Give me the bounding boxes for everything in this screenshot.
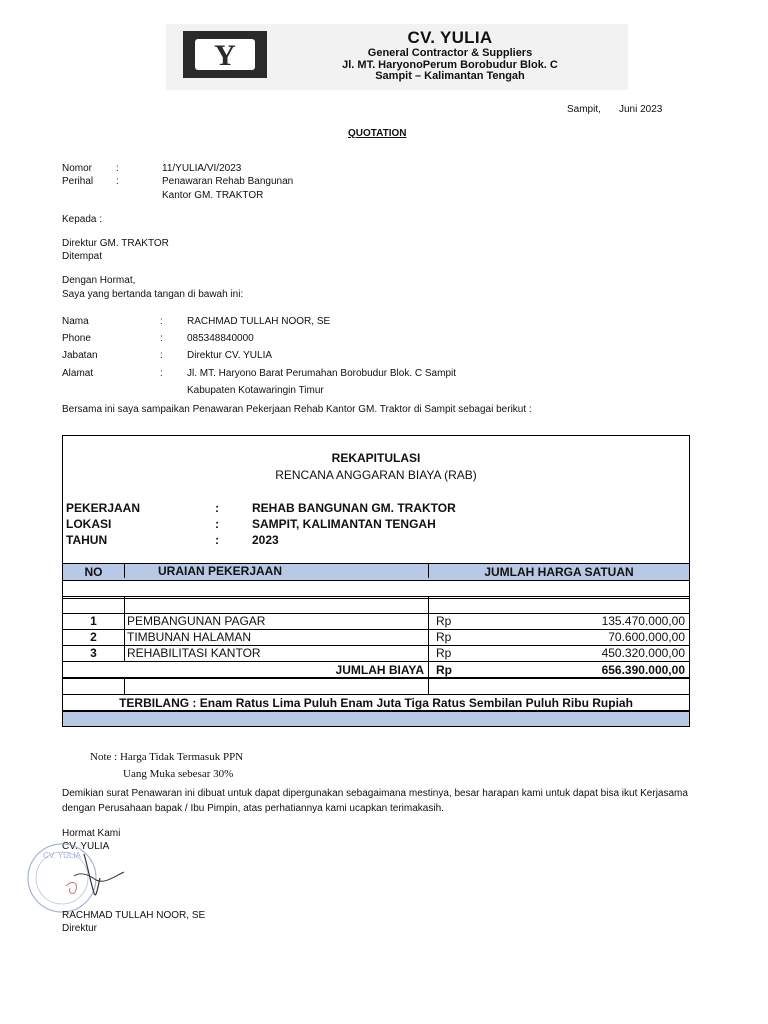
alamat-label: Alamat xyxy=(62,368,94,379)
perihal-value: Penawaran Rehab Bangunan xyxy=(162,176,294,187)
alamat-value-line2: Kabupaten Kotawaringin Timur xyxy=(187,385,324,396)
company-logo xyxy=(183,31,267,78)
note-ppn: Note : Harga Tidak Termasuk PPN xyxy=(90,751,244,763)
company-tagline: General Contractor & Suppliers xyxy=(367,47,533,59)
table-rule xyxy=(63,694,689,695)
table-divider xyxy=(124,597,125,661)
nomor-label: Nomor xyxy=(62,163,93,174)
pekerjaan-colon: : xyxy=(215,501,219,515)
closing-line1: Demikian surat Penawaran ini dibuat untuk dapat dipergunakan sebagaimana mestinya, besar harapan kami untuk dapat bisa ikut Kerjasama xyxy=(62,788,688,799)
row-uraian: REHABILITASI KANTOR xyxy=(127,646,261,660)
tahun-value: 2023 xyxy=(252,533,279,547)
table-rule xyxy=(63,661,689,662)
svg-text:CV. YULIA: CV. YULIA xyxy=(43,851,81,860)
jabatan-label: Jabatan xyxy=(62,350,98,361)
nama-colon: : xyxy=(160,316,163,327)
perihal-value-line2: Kantor GM. TRAKTOR xyxy=(162,190,264,201)
header-jumlah: JUMLAH HARGA SATUAN xyxy=(484,565,634,579)
nomor-colon: : xyxy=(116,163,119,174)
header-no: NO xyxy=(84,565,103,579)
letter-date: Juni 2023 xyxy=(619,104,663,115)
table-rule xyxy=(63,677,689,679)
company-address: Jl. MT. HaryonoPerum Borobudur Blok. C xyxy=(342,59,558,71)
table-rule xyxy=(63,596,689,597)
row-amount: 70.600.000,00 xyxy=(608,630,685,644)
total-currency: Rp xyxy=(436,663,452,677)
alamat-colon: : xyxy=(160,368,163,379)
jabatan-value: Direktur CV. YULIA xyxy=(187,350,273,361)
table-divider xyxy=(124,677,125,694)
logo-letter: Y xyxy=(214,39,236,72)
signer-name: RACHMAD TULLAH NOOR, SE xyxy=(62,910,206,921)
table-rule xyxy=(63,598,689,599)
phone-value: 085348840000 xyxy=(187,333,254,344)
row-uraian: TIMBUNAN HALAMAN xyxy=(127,630,252,644)
tahun-colon: : xyxy=(215,533,219,547)
company-city: Sampit – Kalimantan Tengah xyxy=(375,70,525,82)
perihal-label: Perihal xyxy=(62,176,94,187)
document-title: QUOTATION xyxy=(348,128,407,139)
nama-value: RACHMAD TULLAH NOOR, SE xyxy=(187,316,331,327)
row-no: 3 xyxy=(90,646,97,660)
lokasi-label: LOKASI xyxy=(66,517,112,531)
company-name: CV. YULIA xyxy=(407,28,493,47)
note-down-payment: Uang Muka sebesar 30% xyxy=(123,768,234,780)
tahun-label: TAHUN xyxy=(66,533,108,547)
perihal-colon: : xyxy=(116,176,119,187)
pekerjaan-label: PEKERJAAN xyxy=(66,501,141,515)
table-rule xyxy=(63,710,689,712)
hormat-kami: Hormat Kami xyxy=(62,828,121,839)
terbilang-text: TERBILANG : Enam Ratus Lima Puluh Enam Juta Tiga Ratus Sembilan Puluh Ribu Rupiah xyxy=(119,696,633,710)
total-amount: 656.390.000,00 xyxy=(601,663,685,677)
rab-subtitle: RENCANA ANGGARAN BIAYA (RAB) xyxy=(275,468,477,482)
signer-title: Direktur xyxy=(62,923,98,934)
recipient-name: Direktur GM. TRAKTOR xyxy=(62,238,169,249)
table-footer-band xyxy=(63,711,689,726)
intro-text: Bersama ini saya sampaikan Penawaran Pekerjaan Rehab Kantor GM. Traktor di Sampit sebagai berikut : xyxy=(62,404,532,415)
row-no: 1 xyxy=(90,614,97,628)
total-label: JUMLAH BIAYA xyxy=(335,663,424,677)
recipient-place: Ditempat xyxy=(62,251,103,262)
table-divider xyxy=(428,597,429,694)
row-currency: Rp xyxy=(436,646,452,660)
nomor-value: 11/YULIA/VI/2023 xyxy=(162,163,242,174)
lokasi-value: SAMPIT, KALIMANTAN TENGAH xyxy=(252,517,436,531)
table-divider xyxy=(124,563,125,578)
kepada-label: Kepada : xyxy=(62,214,103,225)
row-currency: Rp xyxy=(436,614,452,628)
rab-title: REKAPITULASI xyxy=(331,451,421,465)
lokasi-colon: : xyxy=(215,517,219,531)
alamat-value: Jl. MT. Haryono Barat Perumahan Borobudur Blok. C Sampit xyxy=(187,368,457,379)
table-rule xyxy=(63,563,689,564)
pekerjaan-value: REHAB BANGUNAN GM. TRAKTOR xyxy=(252,501,456,515)
nama-label: Nama xyxy=(62,316,89,327)
signature-company: CV. YULIA xyxy=(62,841,110,852)
closing-line2: dengan Perusahaan bapak / Ibu Pimpin, atas perhatiannya kami ucapkan terimakasih. xyxy=(62,803,444,814)
greeting-intro: Saya yang bertanda tangan di bawah ini: xyxy=(62,289,244,300)
row-uraian: PEMBANGUNAN PAGAR xyxy=(127,614,266,628)
jabatan-colon: : xyxy=(160,350,163,361)
table-rule xyxy=(63,580,689,581)
greeting: Dengan Hormat, xyxy=(62,275,136,286)
row-currency: Rp xyxy=(436,630,452,644)
row-amount: 450.320.000,00 xyxy=(601,646,685,660)
header-uraian: URAIAN PEKERJAAN xyxy=(158,564,283,578)
row-no: 2 xyxy=(90,630,97,644)
row-amount: 135.470.000,00 xyxy=(601,614,685,628)
phone-label: Phone xyxy=(62,333,91,344)
phone-colon: : xyxy=(160,333,163,344)
place-label: Sampit, xyxy=(567,104,601,115)
